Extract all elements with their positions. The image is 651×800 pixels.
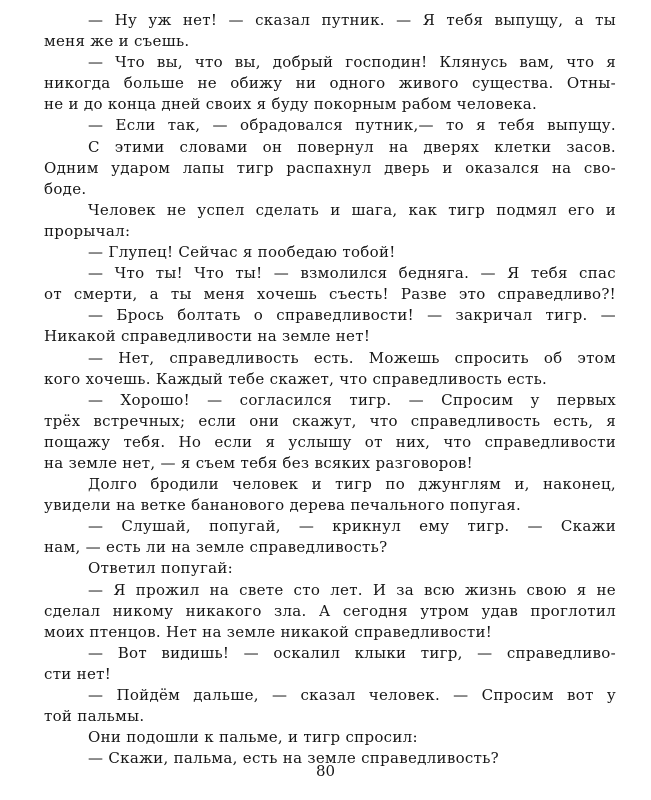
text-line: — Глупец! Сейчас я пообедаю тобой! (88, 243, 396, 262)
text-line: той пальмы. (44, 707, 145, 726)
text-line: — Брось болтать о справедливости! — закричал тигр. — (88, 306, 616, 325)
text-line: — Я прожил на свете сто лет. И за всю жизнь свою я не (88, 580, 616, 599)
text-line: — Ну уж нет! — сказал путник. — Я тебя выпущу, а ты (88, 11, 616, 29)
text-line: меня же и съешь. (44, 32, 190, 51)
text-line: — Вот видишь! — оскалил клыки тигр, — справедливо- (88, 643, 616, 662)
text-line: не и до конца дней своих я буду покорным рабом человека. (44, 95, 538, 114)
story-text (44, 10, 616, 769)
text-line: — Слушай, попугай, — крикнул ему тигр. — Скажи (88, 517, 616, 536)
text-line: Человек не успел сделать и шага, как тигр подмял его и (88, 200, 616, 219)
text-line: прорычал: (44, 221, 131, 240)
text-line: никогда больше не обижу ни одного живого существа. Отны- (44, 74, 616, 93)
text-line: — Хорошо! — согласился тигр. — Спросим у первых (88, 390, 616, 409)
text-line: сделал никому никакого зла. А сегодня утром удав проглотил (44, 601, 616, 620)
text-line: кого хочешь. Каждый тебе скажет, что справедливость есть. (44, 369, 548, 388)
text-line: увидели на ветке бананового дерева печального попугая. (44, 496, 522, 515)
text-line: сти нет! (44, 664, 112, 683)
text-line: Одним ударом лапы тигр распахнул дверь и оказался на сво- (44, 158, 616, 177)
text-line: С этими словами он повернул на дверях клетки засов. (88, 137, 616, 156)
text-line: Никакой справедливости на земле нет! (44, 327, 371, 346)
text-line: трёх встречных; если они скажут, что справедливость есть, я (44, 411, 616, 430)
text-line: — Пойдём дальше, — сказал человек. — Спросим вот у (88, 686, 616, 704)
text-line: Они подошли к пальме, и тигр спросил: (88, 728, 418, 747)
text-line: — Что ты! Что ты! — взмолился бедняга. — Я тебя спас (88, 264, 616, 283)
text-line: от смерти, а ты меня хочешь съесть! Разве это справедливо?! (44, 285, 616, 304)
text-line: Долго бродили человек и тигр по джунглям и, наконец, (88, 475, 616, 494)
text-line: боде. (44, 179, 87, 198)
text-line: — Что вы, что вы, добрый господин! Клянусь вам, что я (88, 53, 616, 72)
text-line: моих птенцов. Нет на земле никакой справедливости! (44, 622, 493, 641)
text-line: Ответил попугай: (88, 559, 234, 578)
text-line: на земле нет, — я съем тебя без всяких разговоров! (44, 453, 473, 472)
text-line: пощажу тебя. Но если я услышу от них, что справедливости (44, 432, 616, 451)
text-line: — Если так, — обрадовался путник,— то я тебя выпущу. (88, 116, 616, 135)
text-line: — Нет, справедливость есть. Можешь спросить об этом (88, 348, 616, 367)
text-line: нам, — есть ли на земле справедливость? (44, 538, 388, 557)
page-number: 80 (315, 762, 336, 780)
text-line: — Скажи, пальма, есть на земле справедливость? (88, 749, 500, 768)
